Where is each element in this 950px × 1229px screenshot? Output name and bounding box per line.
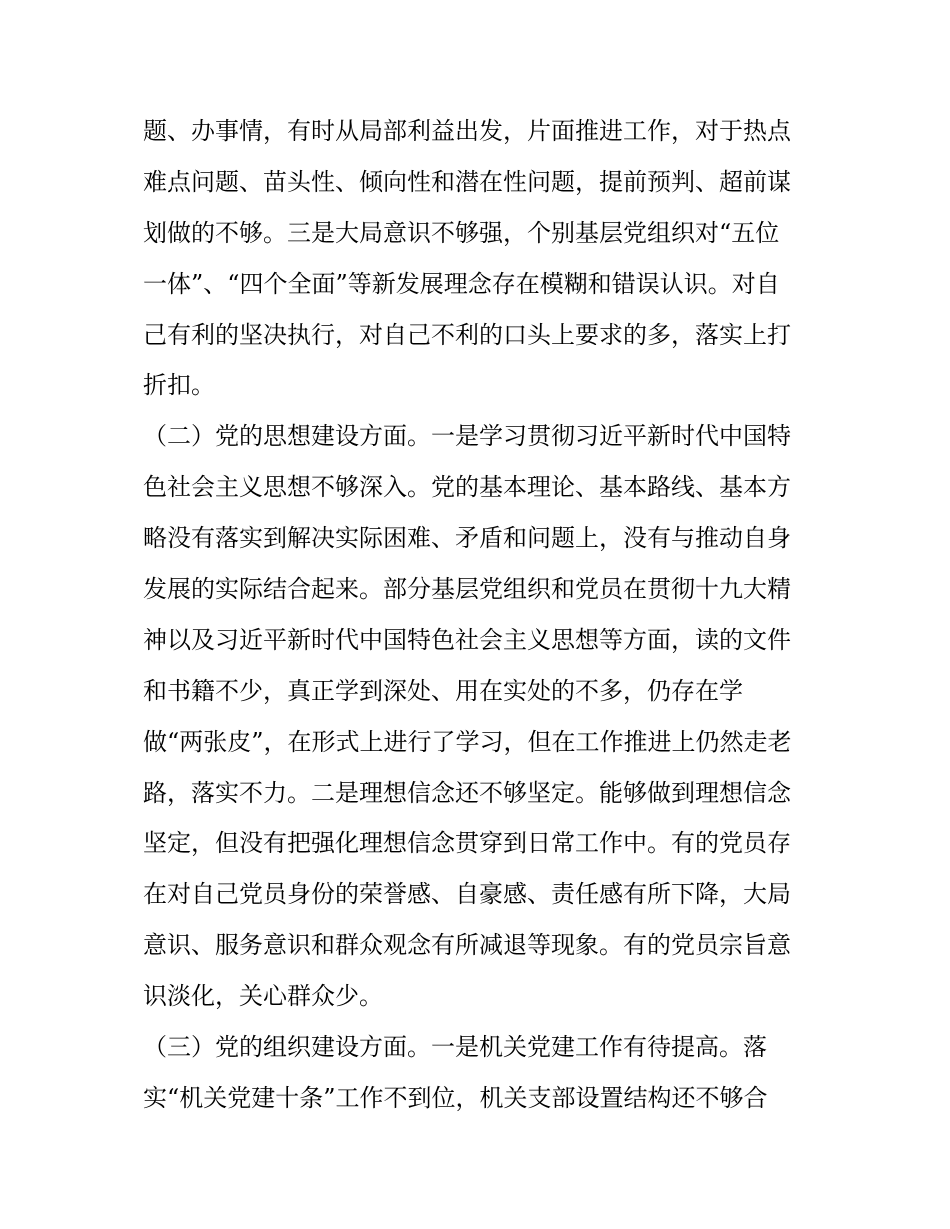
text-line: 在对自己党员身份的荣誉感、自豪感、责任感有所下降，大局 [143,880,791,909]
text-line: （二）党的思想建设方面。一是学习贯彻习近平新时代中国特 [143,422,791,451]
text-line: （三）党的组织建设方面。一是机关党建工作有待提高。落 [143,1033,767,1062]
text-line: 神以及习近平新时代中国特色社会主义思想等方面，读的文件 [143,625,791,654]
text-line: 发展的实际结合起来。部分基层党组织和党员在贯彻十九大精 [143,575,791,604]
text-line: 坚定，但没有把强化理想信念贯穿到日常工作中。有的党员存 [143,829,791,858]
text-line: 和书籍不少，真正学到深处、用在实处的不多，仍存在学 [143,676,743,705]
text-line: 一体”、“四个全面”等新发展理念存在模糊和错误认识。对自 [143,269,780,298]
text-line: 题、办事情，有时从局部利益出发，片面推进工作，对于热点 [143,117,791,145]
text-line: 己有利的坚决执行，对自己不利的口头上要求的多，落实上打 [143,320,791,349]
text-line: 实“机关党建十条”工作不到位，机关支部设置结构还不够合 [143,1083,768,1112]
text-line: 意识、服务意识和群众观念有所减退等现象。有的党员宗旨意 [143,931,791,960]
text-line: 路，落实不力。二是理想信念还不够坚定。能够做到理想信念 [143,778,791,807]
text-line: 划做的不够。三是大局意识不够强，个别基层党组织对“五位 [143,218,780,247]
text-line: 色社会主义思想不够深入。党的基本理论、基本路线、基本方 [143,473,791,502]
text-line: 略没有落实到解决实际困难、矛盾和问题上，没有与推动自身 [143,524,791,553]
text-line: 识淡化，关心群众少。 [143,982,383,1011]
text-line: 折扣。 [143,371,215,400]
text-line: 做“两张皮”，在形式上进行了学习，但在工作推进上仍然走老 [143,727,792,756]
text-line: 难点问题、苗头性、倾向性和潜在性问题，提前预判、超前谋 [143,167,791,196]
document-body [143,106,823,1124]
